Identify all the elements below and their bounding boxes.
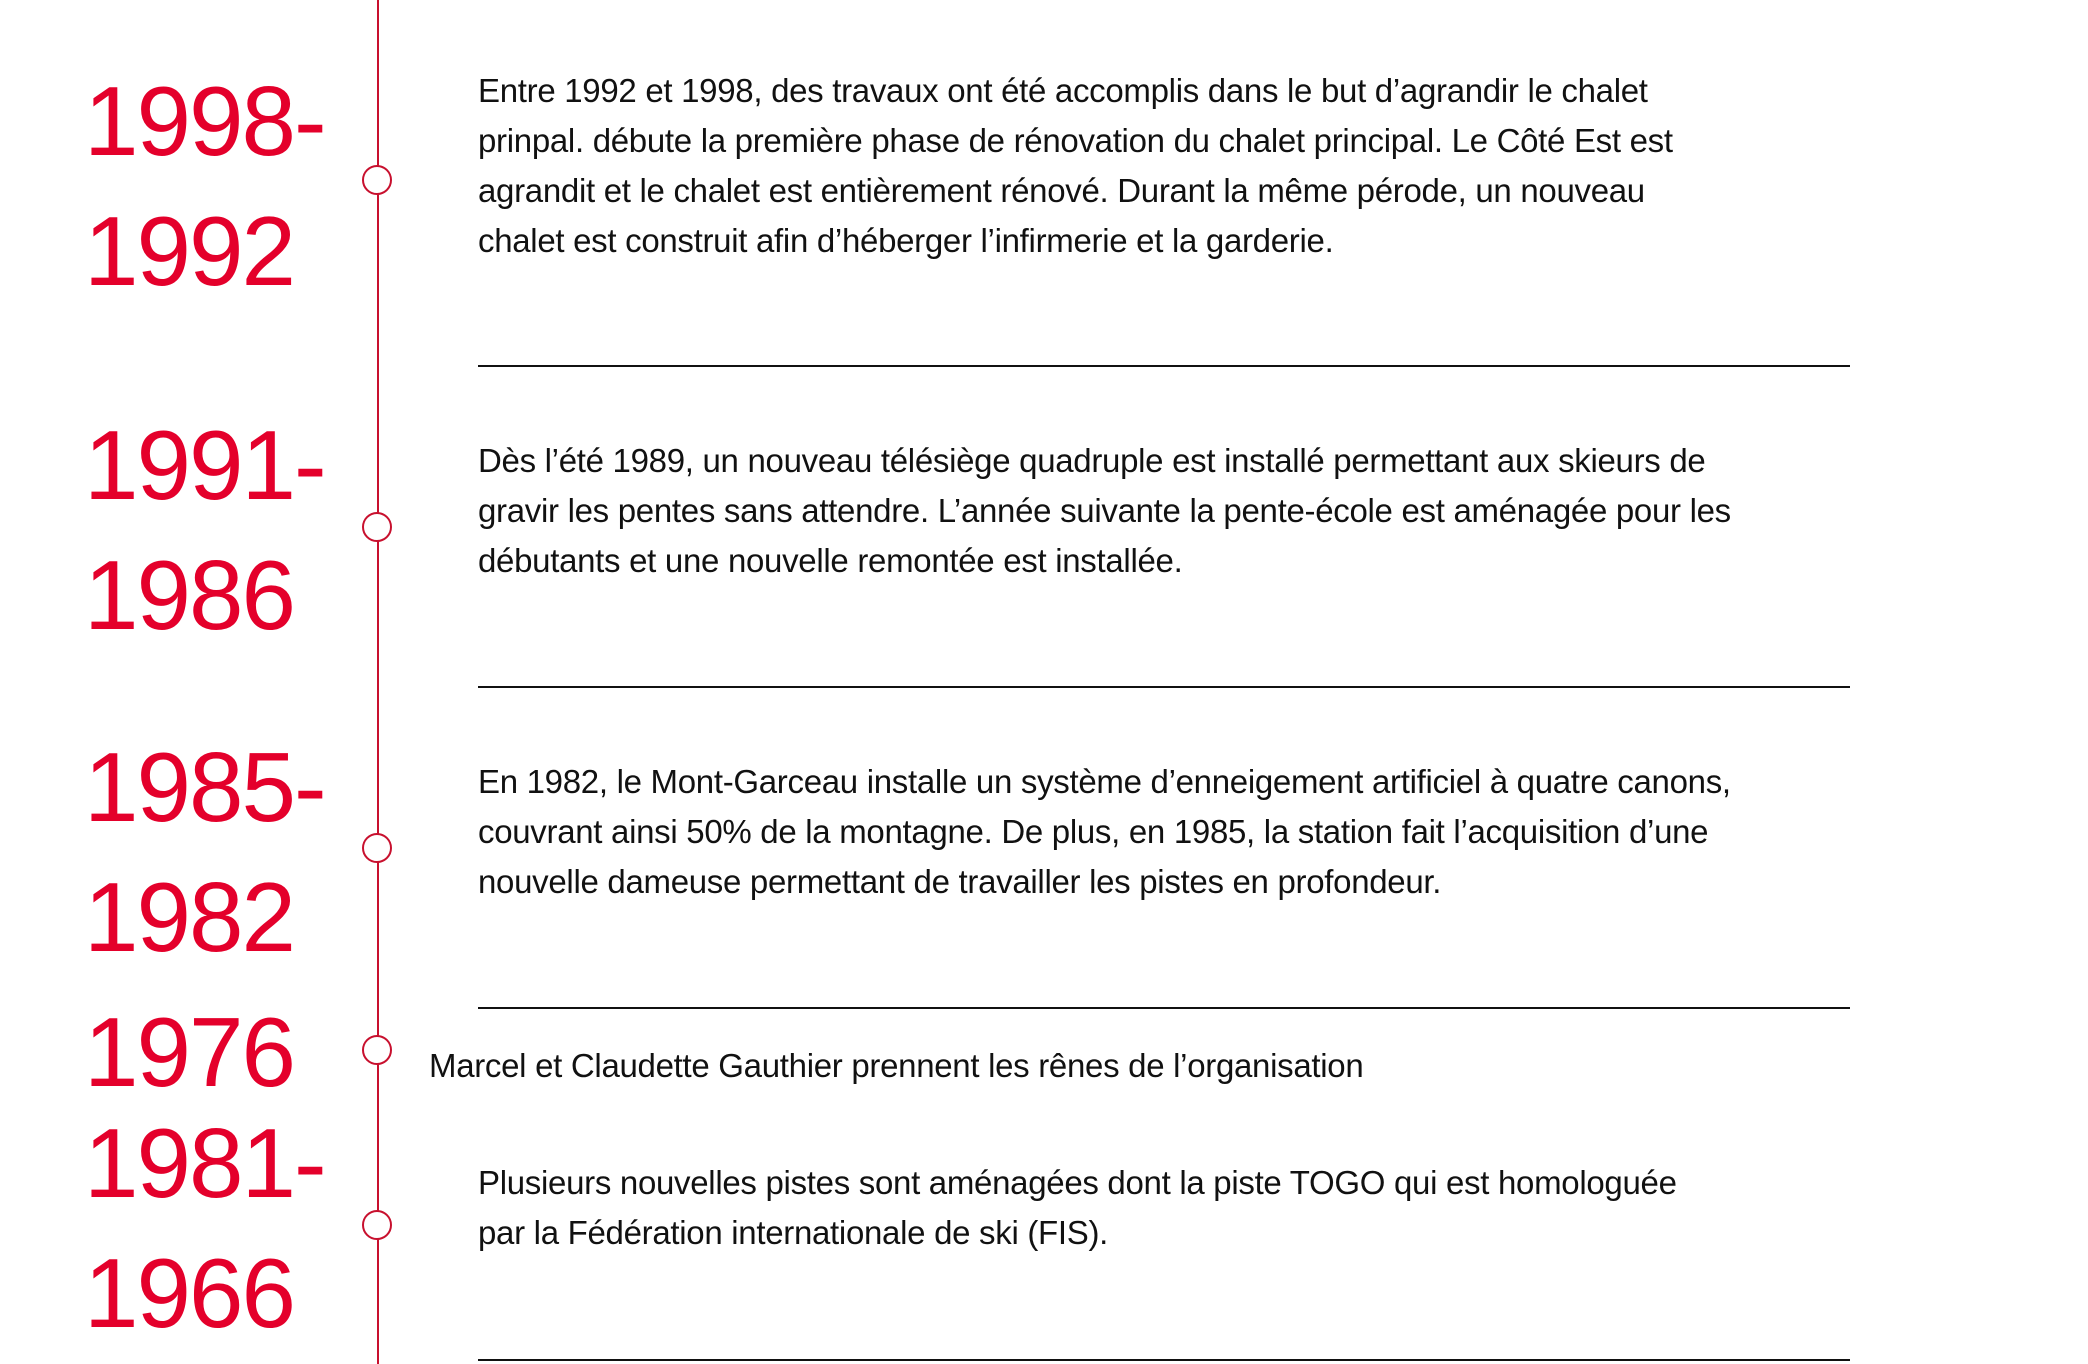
text-line: par la Fédération internationale de ski (FIS). bbox=[478, 1214, 1109, 1251]
separator-line bbox=[478, 1007, 1850, 1009]
year-start-1985: 1985- bbox=[84, 732, 325, 842]
timeline-node-circle-icon bbox=[362, 512, 392, 542]
entry-note-1976: Marcel et Claudette Gauthier prennent les rênes de l’organisation bbox=[429, 1047, 1364, 1084]
entry-description-1981-1966 bbox=[478, 1158, 1868, 1258]
text-line: nouvelle dameuse permettant de travailler les pistes en profondeur. bbox=[478, 863, 1442, 900]
entry-description-1991-1986 bbox=[478, 436, 1868, 586]
separator-line bbox=[478, 365, 1850, 367]
timeline-node-circle-icon bbox=[362, 833, 392, 863]
text-line: couvrant ainsi 50% de la montagne. De plus, en 1985, la station fait l’acquisition d’une bbox=[478, 813, 1709, 850]
text-line: Entre 1992 et 1998, des travaux ont été accomplis dans le but d’agrandir le chalet bbox=[478, 72, 1648, 109]
text-line: chalet est construit afin d’héberger l’infirmerie et la garderie. bbox=[478, 222, 1334, 259]
year-end-1992: 1992 bbox=[84, 196, 295, 306]
entry-description-1998-1992 bbox=[478, 66, 1868, 266]
text-line: gravir les pentes sans attendre. L’année suivante la pente-école est aménagée pour les bbox=[478, 492, 1731, 529]
text-line: débutants et une nouvelle remontée est installée. bbox=[478, 542, 1183, 579]
text-line: Plusieurs nouvelles pistes sont aménagées dont la piste TOGO qui est homologuée bbox=[478, 1164, 1677, 1201]
year-end-1982: 1982 bbox=[84, 862, 295, 972]
text-line: En 1982, le Mont-Garceau installe un système d’enneigement artificiel à quatre canons, bbox=[478, 763, 1731, 800]
year-end-1966: 1966 bbox=[84, 1238, 295, 1348]
year-start-1991: 1991- bbox=[84, 410, 325, 520]
year-start-1998: 1998- bbox=[84, 66, 325, 176]
text-line: agrandit et le chalet est entièrement rénové. Durant la même pérode, un nouveau bbox=[478, 172, 1645, 209]
timeline-node-circle-icon bbox=[362, 1035, 392, 1065]
year-end-1986: 1986 bbox=[84, 540, 295, 650]
separator-line bbox=[478, 1359, 1850, 1361]
text-line: Dès l’été 1989, un nouveau télésiège quadruple est installé permettant aux skieurs de bbox=[478, 442, 1706, 479]
timeline-node-circle-icon bbox=[362, 165, 392, 195]
separator-line bbox=[478, 686, 1850, 688]
text-line: prinpal. débute la première phase de rénovation du chalet principal. Le Côté Est est bbox=[478, 122, 1673, 159]
timeline-line bbox=[377, 0, 379, 1364]
year-start-1981: 1981- bbox=[84, 1108, 325, 1218]
year-1976: 1976 bbox=[84, 997, 295, 1107]
entry-description-1985-1982 bbox=[478, 757, 1868, 907]
timeline-node-circle-icon bbox=[362, 1210, 392, 1240]
